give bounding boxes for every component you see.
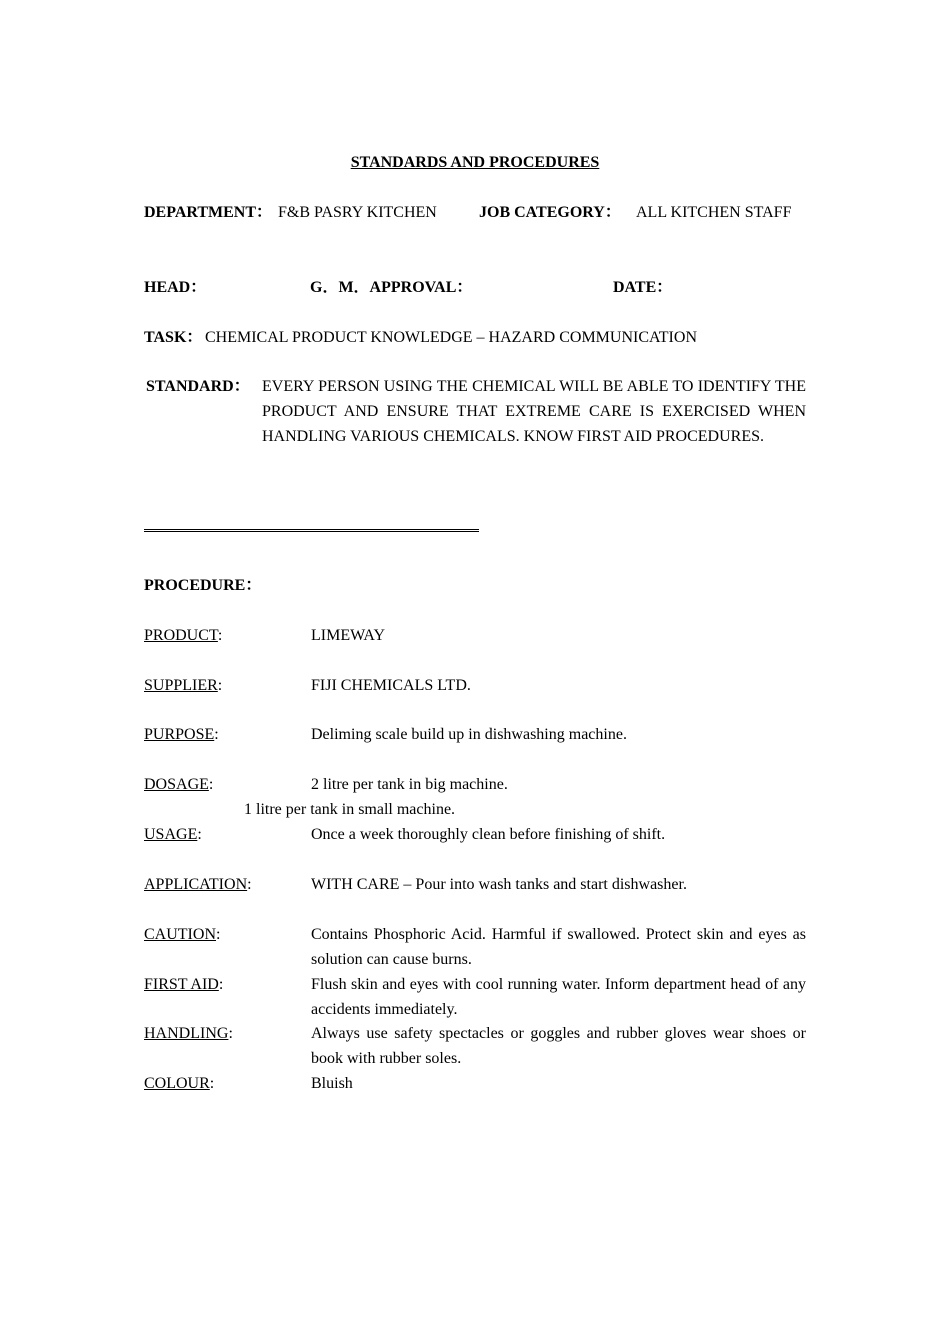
dosage-label: DOSAGE	[144, 776, 209, 793]
handling-label: HANDLING	[144, 1025, 229, 1042]
job-category-value: ALL KITCHEN STAFF	[636, 204, 792, 221]
product-label: PRODUCT	[144, 627, 218, 644]
colour-colon: :	[209, 1075, 215, 1092]
purpose-label: PURPOSE	[144, 726, 215, 743]
purpose-colon: :	[214, 726, 219, 743]
product-colon: :	[217, 627, 223, 644]
first-aid-colon: :	[218, 976, 224, 993]
caution-row-label	[144, 922, 220, 947]
head-label: HEAD：	[144, 279, 207, 296]
caution-value: Contains Phosphoric Acid. Harmful if swallowed. Protect skin and eyes as solution can cause burns.	[311, 926, 806, 968]
first-aid-label: FIRST AID	[144, 976, 219, 993]
usage-colon: :	[197, 826, 202, 843]
usage-label: USAGE	[144, 826, 198, 843]
colour-label: COLOUR	[144, 1075, 210, 1092]
first-aid-value: Flush skin and eyes with cool running water. Inform department head of any accidents immediately.	[311, 976, 806, 1018]
supplier-colon: :	[217, 677, 223, 694]
product-row-label	[144, 623, 222, 648]
task-value: CHEMICAL PRODUCT KNOWLEDGE – HAZARD COMMUNICATION	[205, 329, 697, 346]
dosage-row-label	[144, 772, 213, 797]
application-row-label	[144, 872, 252, 897]
application-value: WITH CARE – Pour into wash tanks and start dishwasher.	[311, 876, 687, 893]
purpose-value: Deliming scale build up in dishwashing machine.	[311, 726, 627, 743]
department-label: DEPARTMENT：	[144, 204, 273, 221]
supplier-value: FIJI CHEMICALS LTD.	[311, 677, 471, 694]
supplier-row-label	[144, 673, 222, 698]
double-rule-divider	[144, 529, 479, 532]
product-value: LIMEWAY	[311, 627, 386, 644]
dosage-value-big: 2 litre per tank in big machine.	[311, 776, 508, 793]
purpose-row-label	[144, 722, 219, 747]
job-category-label: JOB CATEGORY：	[479, 204, 621, 221]
colour-row-label	[144, 1071, 214, 1096]
document-title: STANDARDS AND PROCEDURES	[350, 154, 600, 171]
date-label: DATE：	[613, 279, 673, 296]
procedure-heading: PROCEDURE：	[144, 577, 262, 594]
handling-row-label	[144, 1021, 233, 1046]
usage-row-label	[144, 822, 202, 847]
dosage-colon: :	[208, 776, 214, 793]
caution-label: CAUTION	[144, 926, 216, 943]
first-aid-row-label	[144, 972, 223, 997]
application-colon: :	[247, 876, 252, 893]
standard-value: EVERY PERSON USING THE CHEMICAL WILL BE ABLE TO IDENTIFY THE PRODUCT AND ENSURE THAT EXTREME CARE IS EXERCISED WHEN HANDLING VARIOUS CHEMICALS. KNOW FIRST AID PROCEDURES.	[262, 378, 806, 445]
colour-value: Bluish	[311, 1075, 353, 1092]
handling-value: Always use safety spectacles or goggles and rubber gloves wear shoes or book with rubber soles.	[311, 1025, 806, 1067]
standard-label: STANDARD：	[146, 378, 250, 395]
application-label: APPLICATION	[144, 876, 248, 893]
task-label: TASK：	[144, 329, 203, 346]
supplier-label: SUPPLIER	[144, 677, 218, 694]
usage-value: Once a week thoroughly clean before finishing of shift.	[311, 826, 666, 843]
dosage-value-small: 1 litre per tank in small machine.	[244, 801, 456, 818]
caution-colon: :	[216, 926, 221, 943]
gm-approval-label: G．M．APPROVAL：	[310, 279, 473, 296]
handling-colon: :	[228, 1025, 233, 1042]
department-value: F&B PASRY KITCHEN	[278, 204, 437, 221]
